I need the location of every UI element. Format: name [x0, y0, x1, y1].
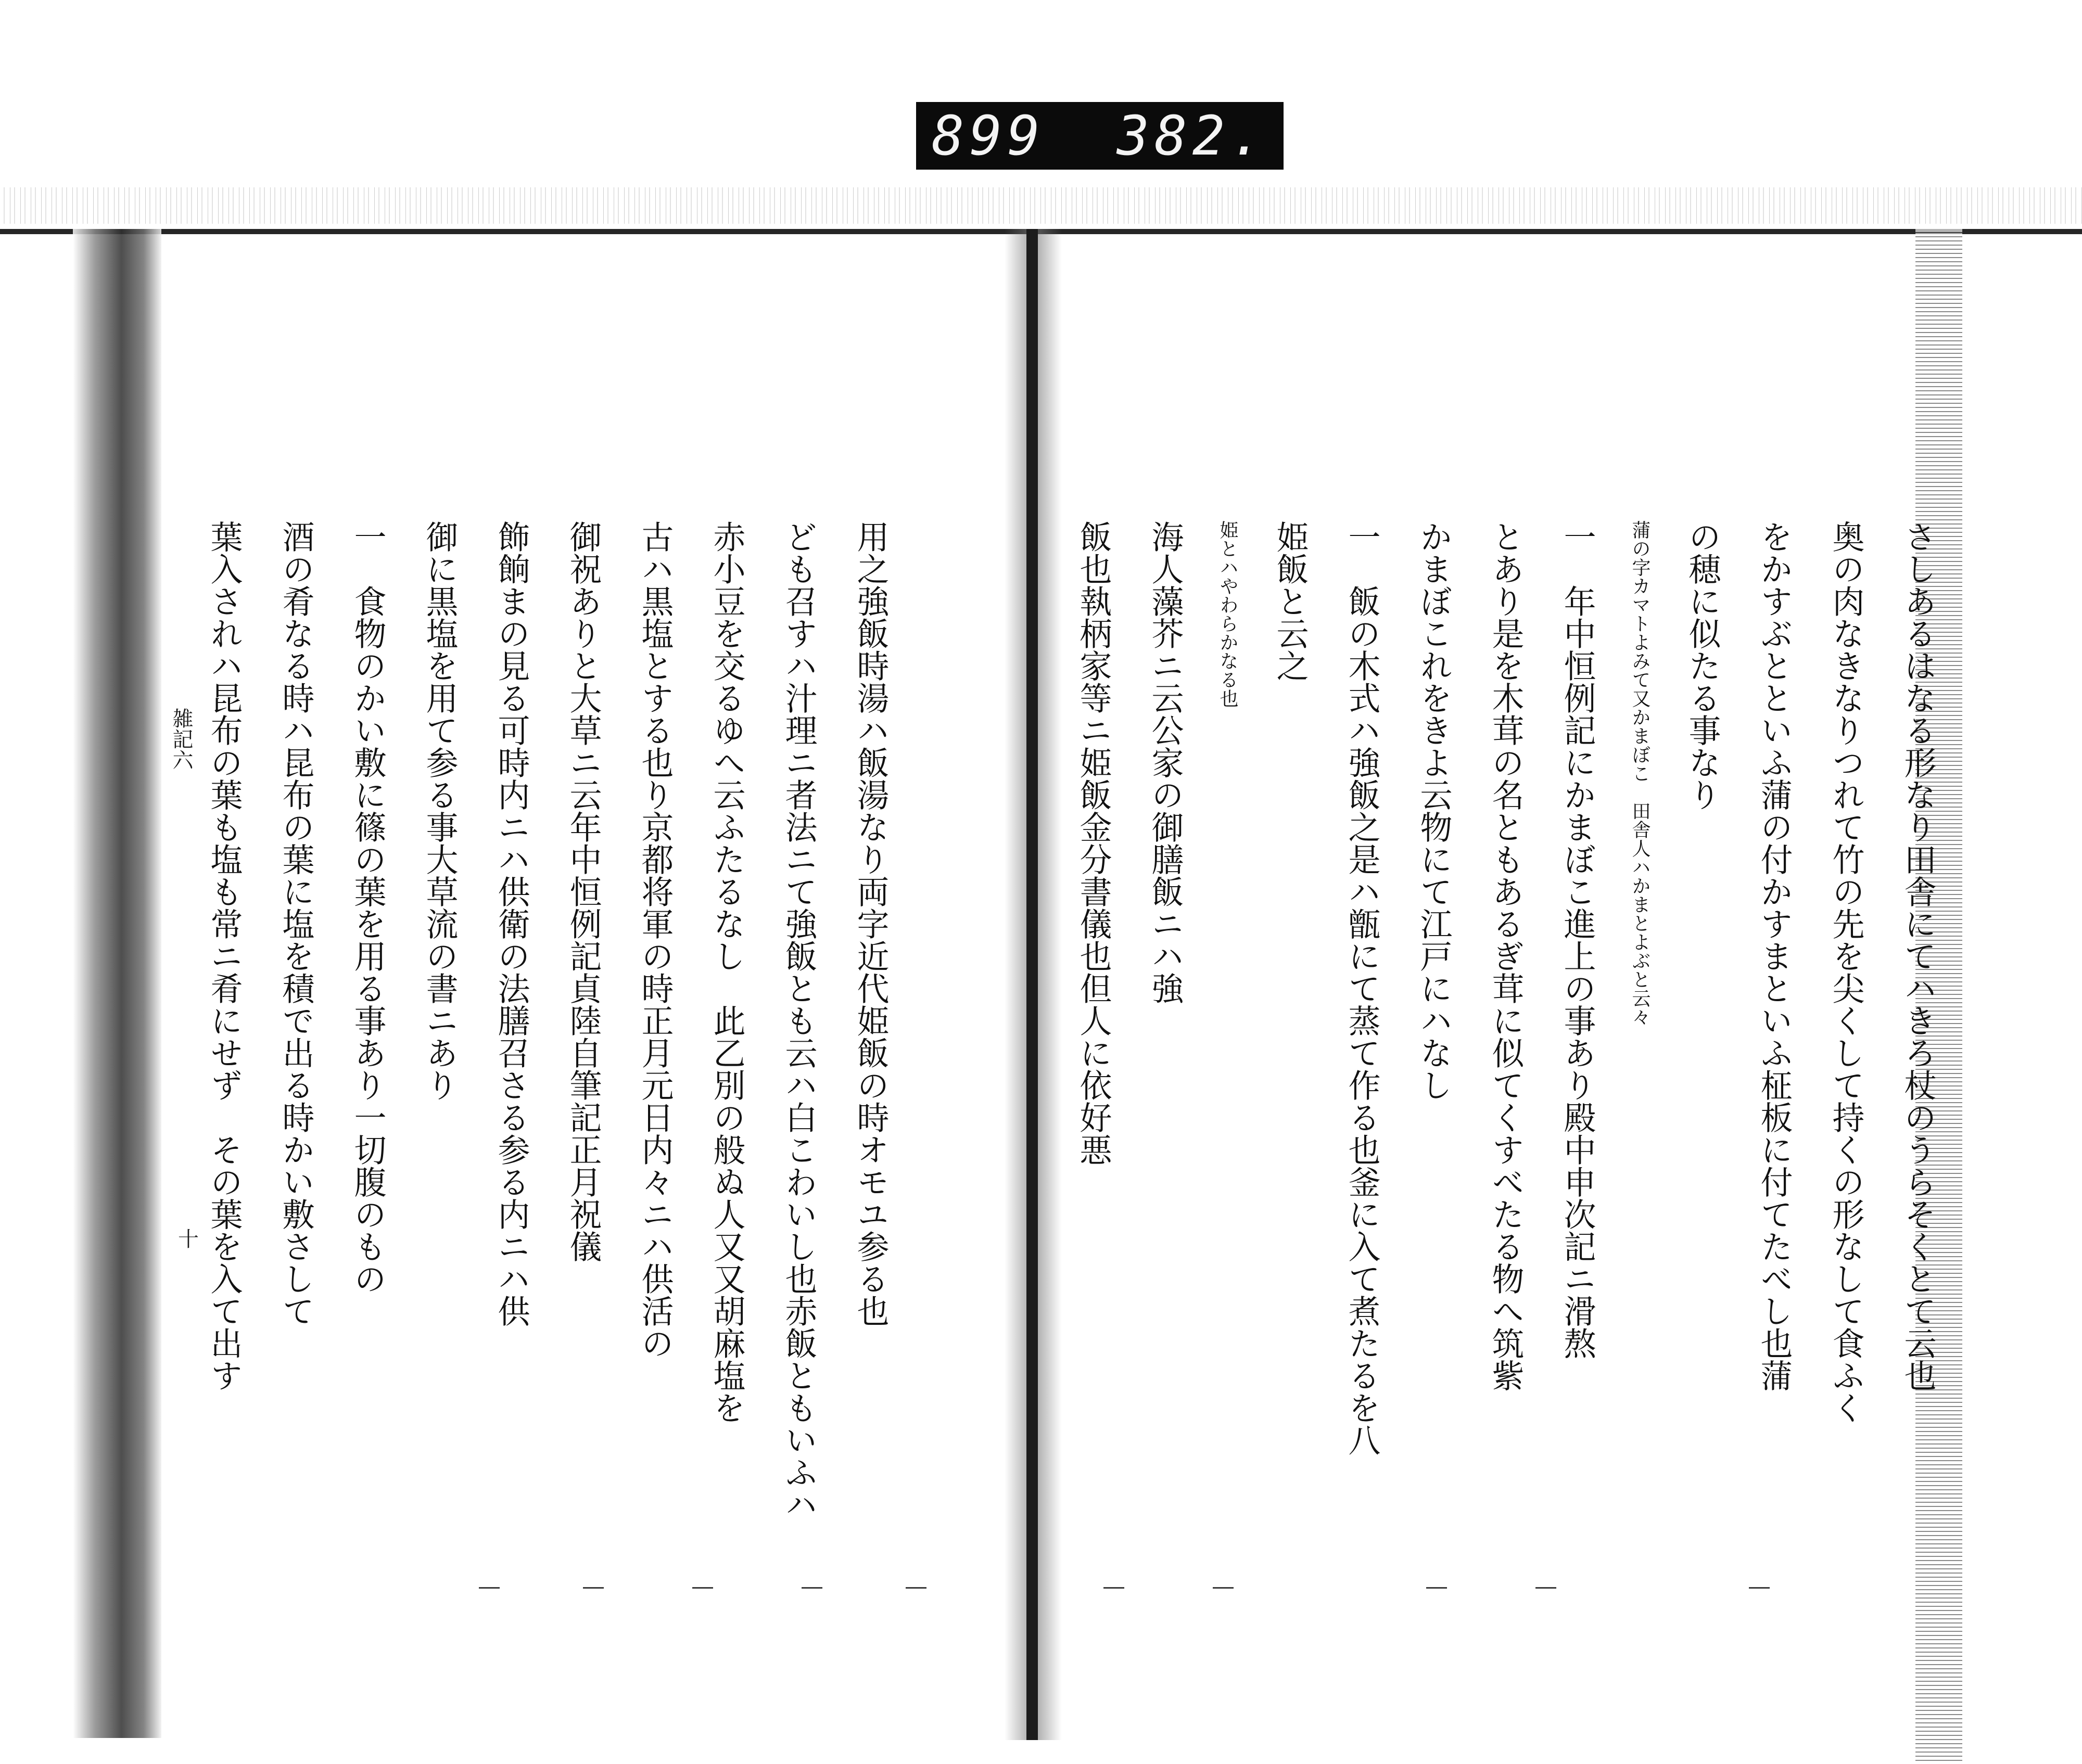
text-line: 奥の肉なきなりつれて竹の先を尖くして持くの形なして食ふく [1827, 520, 1865, 1424]
text-line: 御に黒塩を用て参る事大草流の書ニあり [421, 520, 459, 1101]
footer-label: 雑記六 [169, 708, 193, 770]
bottom-dash [479, 1587, 500, 1589]
page-edge-left [73, 229, 161, 1738]
text-line: 飾餉まの見る可時内ニハ供衛の法膳召さる参る内ニハ供 [492, 520, 530, 1327]
text-line: 酒の肴なる時ハ昆布の葉に塩を積で出る時かい敷さして [277, 520, 315, 1327]
text-line: 赤小豆を交るゆへ云ふたるなし 此乙別の般ぬ人又又胡麻塩を [708, 520, 746, 1424]
text-line: 姫飯と云之 [1271, 520, 1309, 682]
right-page-text [1072, 520, 1938, 1613]
text-line-small: 姫とハやわらかなる也 [1217, 520, 1238, 708]
bottom-dash [802, 1587, 822, 1589]
left-page [172, 520, 1015, 1613]
text-line: さしあるはなる形なり田舎にてハきろ杖のうらそくとて云也 [1899, 520, 1937, 1391]
bottom-dash [1103, 1587, 1124, 1589]
bottom-dash [692, 1587, 713, 1589]
bottom-dash [583, 1587, 604, 1589]
text-line: とあり是を木茸の名ともあるぎ茸に似てくすべたる物へ筑紫 [1487, 520, 1525, 1391]
right-page [1067, 520, 1937, 1613]
footer-page-number: 十 [178, 1228, 199, 1251]
text-line: をかすぶとといふ蒲の付かすまといふ柾板に付てたべし也蒲 [1755, 520, 1793, 1391]
text-line: 用之強飯時湯ハ飯湯なり両字近代姫飯の時オモユ参る也 [852, 520, 890, 1327]
scan-speckle [0, 187, 2082, 224]
text-line: 御祝ありと大草ニ云年中恒例記貞陸自筆記正月祝儀 [564, 520, 602, 1262]
text-line: 古ハ黒塩とする也り京都将軍の時正月元日内々ニハ供活の [636, 520, 674, 1359]
bottom-dash [1749, 1587, 1770, 1589]
bottom-dash [1213, 1587, 1234, 1589]
left-page-text [203, 520, 891, 1613]
text-line: かまぼこれをきよ云物にて江戸にハなし [1415, 520, 1453, 1101]
gutter [1026, 229, 1038, 1740]
text-line: 飯也執柄家等ニ姫飯金分書儀也但人に依好悪 [1074, 520, 1112, 1166]
bottom-dash [906, 1587, 926, 1589]
bottom-dash [1426, 1587, 1447, 1589]
text-line: ども召すハ汁理ニ者法ニて強飯とも云ハ白こわいし也赤飯ともいふハ [780, 520, 818, 1520]
text-line: 葉入されハ昆布の葉も塩も常ニ肴にせず その葉を入て出す [205, 520, 243, 1391]
text-line: 一 飯の木式ハ強飯之是ハ甑にて蒸て作る也釜に入て煮たるを八 [1343, 520, 1381, 1456]
text-line: 一 食物のかい敷に篠の葉を用る事あり一切腹のもの [349, 520, 387, 1295]
text-line: 一 年中恒例記にかまぼこ進上の事あり殿中申次記ニ滑熬 [1558, 520, 1596, 1359]
text-line-small: 蒲の字カマトよみて又かまぼこ 田舎人ハかまとよぶと云々 [1629, 520, 1651, 1026]
bottom-dash [1535, 1587, 1556, 1589]
frame-label [916, 102, 1284, 170]
frame-number-right: 382. [1116, 104, 1268, 168]
text-line: 海人藻芥ニ云公家の御膳飯ニハ強 [1146, 520, 1184, 1004]
frame-number-left: 899 [932, 104, 1045, 168]
text-line: の穂に似たる事なり [1683, 520, 1721, 811]
